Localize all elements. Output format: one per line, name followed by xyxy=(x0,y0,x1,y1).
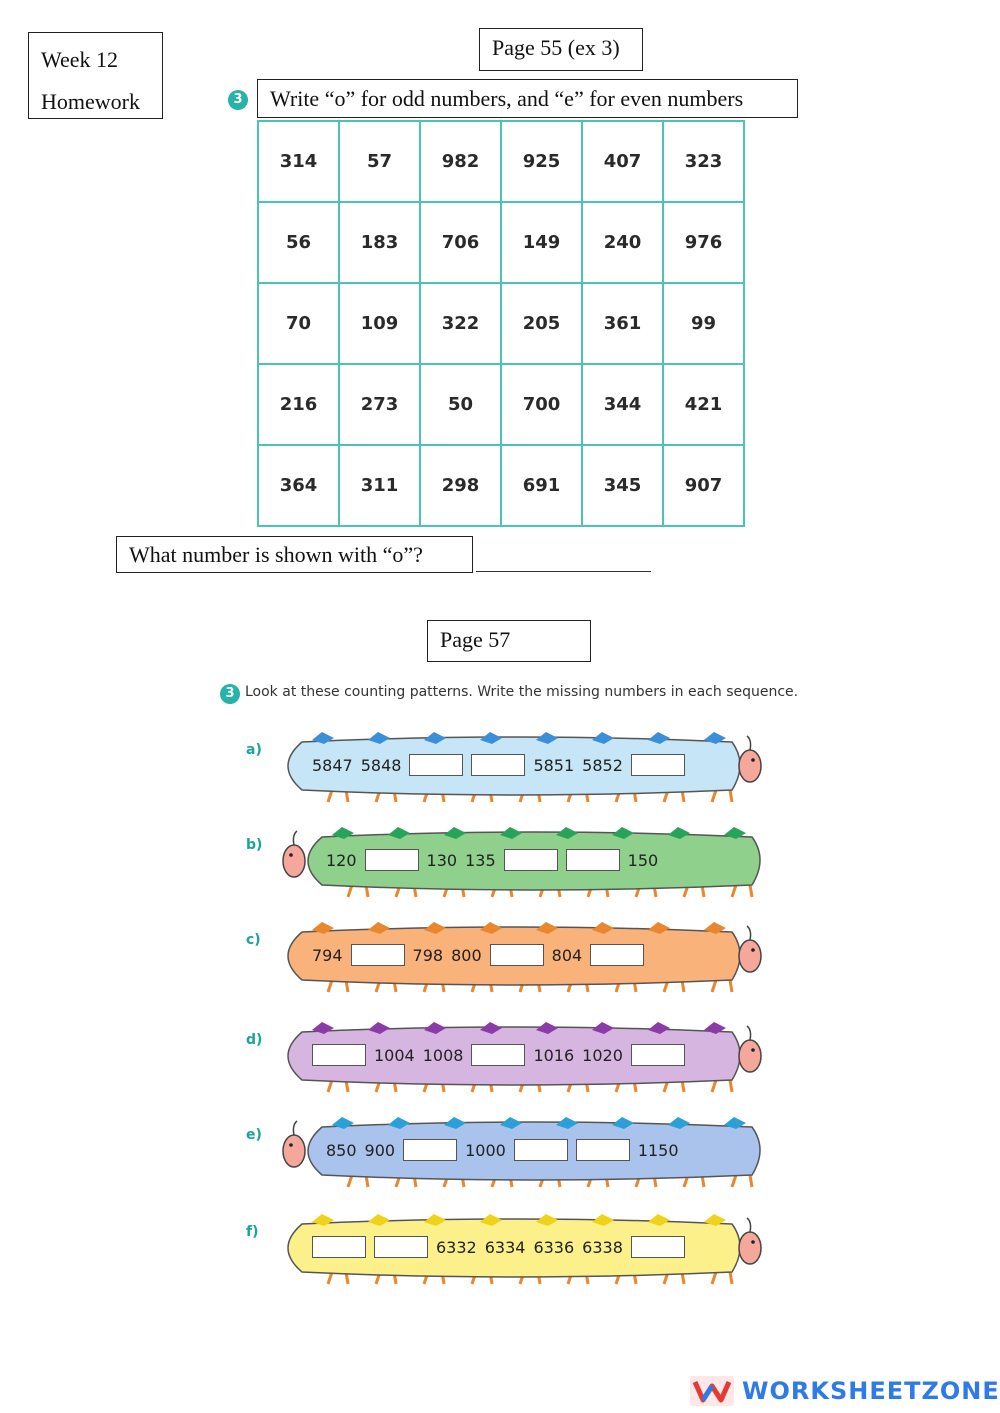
missing-number-box[interactable] xyxy=(471,1044,525,1066)
sequence-row xyxy=(312,942,644,968)
caterpillar-d xyxy=(240,1018,800,1108)
antenna-icon xyxy=(747,1218,751,1232)
grid-cell[interactable]: 311 xyxy=(339,445,420,526)
sequence-number: 5848 xyxy=(360,755,402,775)
sequence-number: 120 xyxy=(326,850,357,870)
grid-cell[interactable]: 421 xyxy=(663,364,744,445)
missing-number-box[interactable] xyxy=(590,944,644,966)
leg-icon xyxy=(712,980,732,992)
head-icon xyxy=(283,845,305,877)
eye-icon xyxy=(751,758,755,762)
grid-row xyxy=(258,202,744,283)
grid-cell[interactable]: 976 xyxy=(663,202,744,283)
missing-number-box[interactable] xyxy=(631,754,685,776)
brand-name: WORKSHEETZONE xyxy=(742,1377,1000,1405)
grid-cell[interactable]: 345 xyxy=(582,445,663,526)
head-icon xyxy=(739,750,761,782)
sequence-number: 1150 xyxy=(637,1140,679,1160)
leg-icon xyxy=(712,1272,732,1284)
sequence-number: 794 xyxy=(312,945,343,965)
grid-cell[interactable]: 706 xyxy=(420,202,501,283)
odd-even-instruction: Write “o” for odd numbers, and “e” for even numbers xyxy=(257,79,798,118)
grid-cell[interactable]: 56 xyxy=(258,202,339,283)
missing-number-box[interactable] xyxy=(576,1139,630,1161)
caterpillar-f xyxy=(240,1210,800,1300)
sequence-number: 6332 xyxy=(436,1237,477,1257)
eye-icon xyxy=(751,1048,755,1052)
sequence-number: 1008 xyxy=(422,1045,464,1065)
sequence-label: c) xyxy=(246,932,261,948)
sequence-number: 5847 xyxy=(312,755,353,775)
sequence-number: 5852 xyxy=(582,755,623,775)
sequence-number: 6334 xyxy=(484,1237,526,1257)
caterpillar-e xyxy=(240,1113,800,1203)
sequence-label: f) xyxy=(246,1224,259,1240)
homework-label: Homework xyxy=(41,89,140,114)
grid-cell[interactable]: 322 xyxy=(420,283,501,364)
missing-number-box[interactable] xyxy=(566,849,620,871)
grid-cell[interactable]: 183 xyxy=(339,202,420,283)
sequence-row xyxy=(312,752,685,778)
sequence-number: 800 xyxy=(451,945,482,965)
grid-cell[interactable]: 216 xyxy=(258,364,339,445)
grid-row xyxy=(258,364,744,445)
sequence-number: 6336 xyxy=(533,1237,575,1257)
eye-icon xyxy=(289,1143,293,1147)
grid-cell[interactable]: 344 xyxy=(582,364,663,445)
grid-cell[interactable]: 298 xyxy=(420,445,501,526)
answer-line[interactable] xyxy=(476,549,651,572)
head-icon xyxy=(739,940,761,972)
worksheetzone-logo xyxy=(690,1376,1000,1406)
sequence-label: e) xyxy=(246,1127,262,1143)
grid-cell[interactable]: 70 xyxy=(258,283,339,364)
grid-cell[interactable]: 982 xyxy=(420,121,501,202)
exercise-number-badge-2: 3 xyxy=(220,684,240,704)
grid-cell[interactable]: 240 xyxy=(582,202,663,283)
head-icon xyxy=(739,1040,761,1072)
antenna-icon xyxy=(747,736,751,750)
head-icon xyxy=(283,1135,305,1167)
sequence-number: 900 xyxy=(364,1140,396,1160)
leg-icon xyxy=(732,885,752,897)
sequence-number: 804 xyxy=(551,945,583,965)
missing-number-box[interactable] xyxy=(490,944,544,966)
grid-cell[interactable]: 361 xyxy=(582,283,663,364)
sequence-number: 150 xyxy=(627,850,659,870)
missing-number-box[interactable] xyxy=(351,944,405,966)
leg-icon xyxy=(712,1080,732,1092)
leg-icon xyxy=(712,790,732,802)
eye-icon xyxy=(751,948,755,952)
grid-cell[interactable]: 149 xyxy=(501,202,582,283)
grid-cell[interactable]: 407 xyxy=(582,121,663,202)
missing-number-box[interactable] xyxy=(312,1044,366,1066)
grid-row xyxy=(258,283,744,364)
sequence-number: 798 xyxy=(412,945,444,965)
missing-number-box[interactable] xyxy=(312,1236,366,1258)
grid-cell[interactable]: 50 xyxy=(420,364,501,445)
grid-cell[interactable]: 99 xyxy=(663,283,744,364)
sequence-row xyxy=(312,1042,685,1068)
week-label: Week 12 xyxy=(41,47,119,72)
grid-cell[interactable]: 907 xyxy=(663,445,744,526)
page-55-label: Page 55 (ex 3) xyxy=(479,28,643,71)
sequence-row xyxy=(326,847,658,873)
w-logo-icon xyxy=(690,1376,734,1406)
grid-cell[interactable]: 57 xyxy=(339,121,420,202)
grid-cell[interactable]: 323 xyxy=(663,121,744,202)
missing-number-box[interactable] xyxy=(631,1044,685,1066)
missing-number-box[interactable] xyxy=(403,1139,457,1161)
sequence-label: a) xyxy=(246,742,262,758)
grid-cell[interactable]: 925 xyxy=(501,121,582,202)
eye-icon xyxy=(751,1240,755,1244)
antenna-icon xyxy=(293,1121,297,1135)
caterpillar-c xyxy=(240,918,800,1008)
odd-question: What number is shown with “o”? xyxy=(116,536,473,573)
missing-number-box[interactable] xyxy=(409,754,463,776)
week-label-box xyxy=(28,32,163,119)
exercise-number-badge: 3 xyxy=(228,90,248,110)
sequence-label: d) xyxy=(246,1032,263,1048)
grid-cell[interactable]: 700 xyxy=(501,364,582,445)
grid-cell[interactable]: 691 xyxy=(501,445,582,526)
grid-cell[interactable]: 364 xyxy=(258,445,339,526)
missing-number-box[interactable] xyxy=(471,754,525,776)
grid-cell[interactable]: 205 xyxy=(501,283,582,364)
sequence-row xyxy=(326,1137,679,1163)
missing-number-box[interactable] xyxy=(514,1139,568,1161)
page-57-label: Page 57 xyxy=(427,620,591,662)
sequence-number: 6338 xyxy=(582,1237,623,1257)
sequence-number: 850 xyxy=(326,1140,357,1160)
sequence-number: 5851 xyxy=(533,755,575,775)
grid-row xyxy=(258,121,744,202)
grid-cell[interactable]: 109 xyxy=(339,283,420,364)
number-grid xyxy=(257,120,745,527)
sequence-number: 135 xyxy=(465,850,496,870)
antenna-icon xyxy=(747,926,751,940)
head-icon xyxy=(739,1232,761,1264)
antenna-icon xyxy=(747,1026,751,1040)
missing-number-box[interactable] xyxy=(365,849,419,871)
missing-number-box[interactable] xyxy=(631,1236,685,1258)
sequence-label: b) xyxy=(246,837,263,853)
sequence-number: 1004 xyxy=(374,1045,415,1065)
antenna-icon xyxy=(293,831,297,845)
grid-cell[interactable]: 314 xyxy=(258,121,339,202)
sequence-row xyxy=(312,1234,685,1260)
missing-number-box[interactable] xyxy=(504,849,558,871)
sequence-number: 130 xyxy=(426,850,458,870)
counting-patterns-instruction: Look at these counting patterns. Write the missing numbers in each sequence. xyxy=(245,684,799,700)
leg-icon xyxy=(732,1175,752,1187)
sequence-number: 1016 xyxy=(533,1045,575,1065)
caterpillar-b xyxy=(240,823,800,913)
eye-icon xyxy=(289,853,293,857)
grid-row xyxy=(258,445,744,526)
grid-cell[interactable]: 273 xyxy=(339,364,420,445)
sequence-number: 1020 xyxy=(582,1045,623,1065)
missing-number-box[interactable] xyxy=(374,1236,428,1258)
caterpillar-a xyxy=(240,728,800,818)
sequence-number: 1000 xyxy=(465,1140,506,1160)
